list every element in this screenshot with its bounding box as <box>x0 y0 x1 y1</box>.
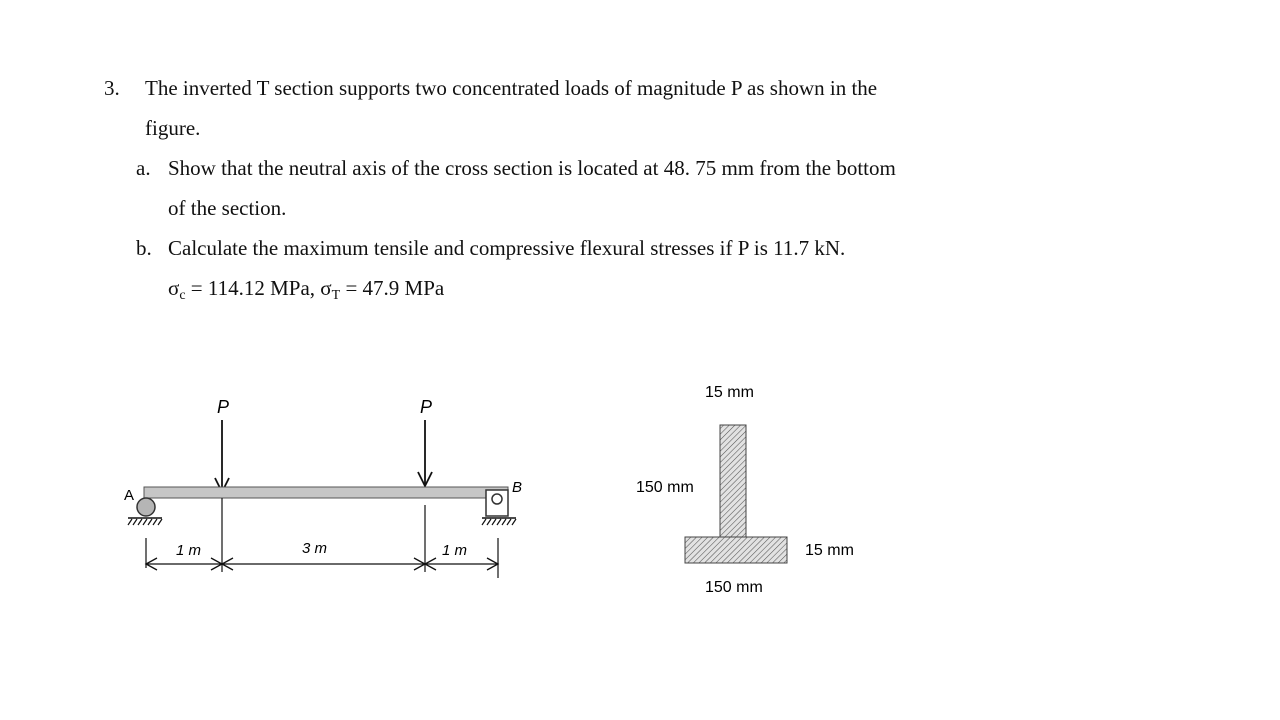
load-label-left: P <box>217 397 230 417</box>
answer-line <box>168 276 444 308</box>
ground-hatch-b <box>482 519 516 525</box>
part-b-line-1: Calculate the maximum tensile and compressive flexural stresses if P is 11.7 kN. <box>168 236 846 260</box>
beam-diagram <box>110 385 530 585</box>
web-thickness-label: 15 mm <box>705 384 754 401</box>
section-web <box>720 425 746 537</box>
load-label-right: P <box>420 397 433 417</box>
part-a-label: a. <box>136 156 151 180</box>
problem-statement-line-1: The inverted T section supports two concentrated loads of magnitude P as shown in the <box>145 76 878 100</box>
span-label-2: 3 m <box>302 540 328 557</box>
support-label-a: A <box>124 487 135 504</box>
dimension-extensions <box>146 498 498 578</box>
sigma-c-symbol: σ <box>168 276 180 300</box>
support-label-b: B <box>512 479 523 496</box>
part-b-label: b. <box>136 236 152 260</box>
sigma-t-symbol: σ <box>320 276 332 300</box>
flange-width-label: 150 mm <box>705 579 763 596</box>
beam <box>144 487 508 498</box>
problem-statement-line-2: figure. <box>145 116 201 140</box>
problem-number: 3. <box>104 76 120 100</box>
span-label-3: 1 m <box>442 542 468 559</box>
sigma-t-value: = 47.9 MPa <box>340 276 445 300</box>
ground-hatch-a <box>128 519 162 525</box>
span-label-1: 1 m <box>176 542 202 559</box>
cross-section-diagram <box>620 370 880 610</box>
sigma-c-value: = 114.12 MPa, <box>185 276 321 300</box>
web-height-label: 150 mm <box>636 479 694 496</box>
sigma-t-subscript: T <box>331 288 341 303</box>
section-flange <box>685 537 787 563</box>
part-a-line-1: Show that the neutral axis of the cross section is located at 48. 75 mm from the bottom <box>168 156 896 180</box>
pin-support-a <box>137 498 155 516</box>
flange-thickness-label: 15 mm <box>805 542 854 559</box>
dimension-lines <box>146 558 498 570</box>
roller-b <box>492 494 502 504</box>
sigma-c-subscript: c <box>179 288 186 303</box>
part-a-line-2: of the section. <box>168 196 287 220</box>
